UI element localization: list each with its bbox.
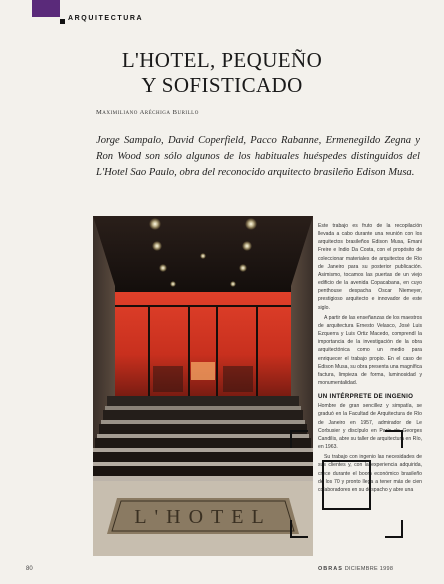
page-number: 80 — [26, 566, 33, 572]
title-line-1: L'HOTEL, PEQUEÑO — [121, 48, 323, 72]
focus-frame-box — [322, 460, 371, 510]
section-subhead: UN INTÉRPRETE DE INGENIO — [318, 393, 414, 401]
color-tab — [32, 0, 60, 17]
bracket-top-right — [385, 430, 403, 448]
body-paragraph-1: Este trabajo es fruto de la recopilación llevada a cabo durante una reunión con los arquitectos brasileños Edison Musa, Emani Freire e Indio Da Costa, con el propósito de coleccionar materiales de arquitectos de Río de Janeiro para su posterior publicación. Asimismo, tocamos las puertas de un viejo edificio de la avenida Copacabana, en cuyo penthouse despacha Oscar Niemeyer, prestigioso arquitecto e innovador de este siglo. — [318, 223, 422, 311]
body-paragraph-3: Hombre de gran sencillez y simpatía, se graduó en la Facultad de Arquitectura de Río de Janeiro en 1957, admirador de Le Corbusier y discípulo en París de Georges Candilis, abre su taller de arquitectura en Río, en 1963. — [318, 403, 422, 451]
article-title — [0, 48, 444, 98]
section-label: ARQUITECTURA — [68, 15, 144, 22]
footer-magazine — [318, 566, 393, 572]
magazine-name: OBRAS — [318, 566, 343, 572]
floor-mat-text: L'HOTEL — [134, 506, 272, 528]
issue-date: DICIEMBRE 1998 — [344, 566, 394, 572]
author-byline: Maximiliano Aréchiga Burillo — [96, 109, 199, 116]
body-paragraph-4: Su trabajo con ingenio las necesidades de sus clientes y, con la experiencia adquirida, crece durante el boom económico brasileño de los 70 y pronto llega a tener más de cien colaboradores en su despacho y abre una — [318, 454, 422, 493]
title-line-2: Y SOFISTICADO — [141, 73, 303, 97]
hotel-entrance-photo — [93, 216, 313, 556]
bracket-bottom-left — [290, 520, 308, 538]
bracket-top-left — [290, 430, 308, 448]
bracket-bottom-right — [385, 520, 403, 538]
photo-illustration — [93, 216, 313, 556]
section-bullet-icon — [60, 19, 65, 24]
body-paragraph-2: A partir de las enseñanzas de los maestros de arquitectura Ernesto Velasco, José Luis Ezquerra y Luis Ortiz Macedo, comprendí la importancia de la investigación de la obra arquitectónica como un medio para enriquecer el trabajo propio. En el caso de Edison Musa, su obra presenta una magnífica factura, limpieza de forma, luminosidad y monumentalidad. — [318, 314, 422, 386]
lead-paragraph: Jorge Sampalo, David Coperfield, Pacco Rabanne, Ermenegildo Zegna y Ron Wood son sólo algunos de los habituales huéspedes distinguidos del L'Hotel Sao Paulo, obra del reconocido arquitecto brasileño Edison Musa. — [96, 135, 420, 178]
body-column — [318, 222, 422, 496]
